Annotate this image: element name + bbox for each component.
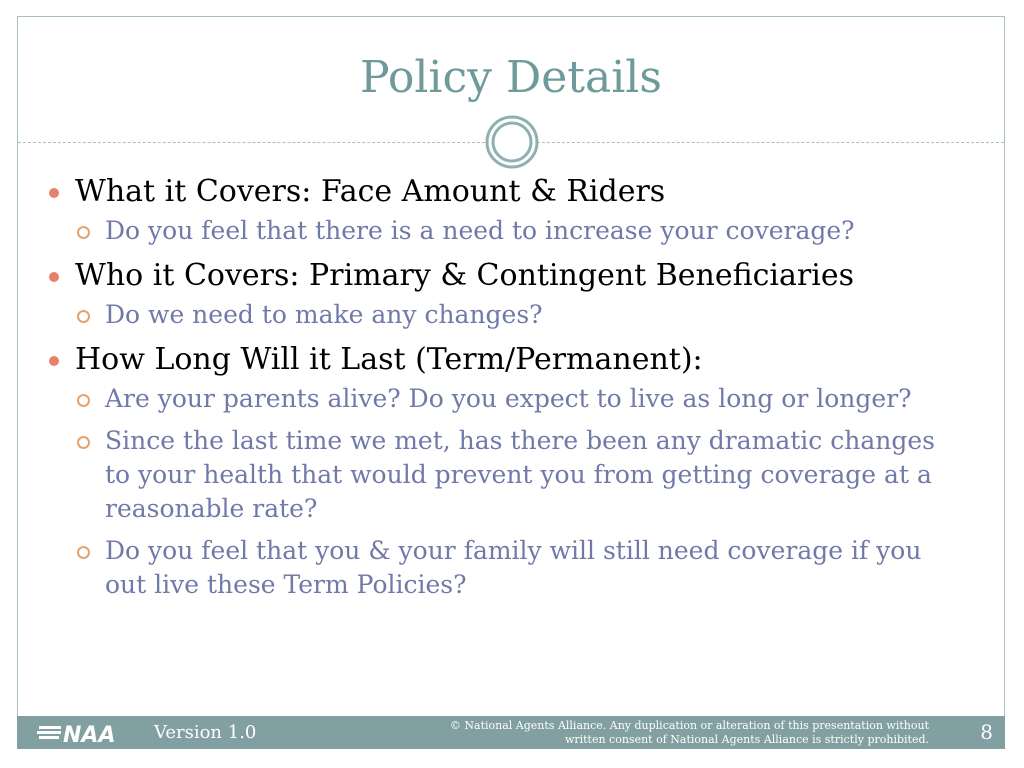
- version-label: Version 1.0: [154, 722, 257, 743]
- bullet-item: [45, 256, 965, 296]
- bullet-item: [45, 172, 965, 212]
- sub-bullet-text: Do you feel that there is a need to increase your coverage?: [105, 216, 855, 245]
- hollow-bullet-icon: [77, 394, 90, 407]
- page-number: 8: [980, 720, 993, 744]
- filled-bullet-icon: [49, 356, 59, 366]
- copyright-line-2: written consent of National Agents Alliance is strictly prohibited.: [564, 733, 929, 746]
- copyright-line-1: © National Agents Alliance. Any duplication or alteration of this presentation without: [449, 719, 929, 732]
- slide-content: [45, 172, 965, 610]
- sub-bullet-item: [75, 382, 965, 416]
- filled-bullet-icon: [49, 272, 59, 282]
- sub-bullet-item: [75, 298, 965, 332]
- copyright-notice: [409, 719, 929, 747]
- sub-bullet-text: Are your parents alive? Do you expect to live as long or longer?: [105, 384, 912, 413]
- hollow-bullet-icon: [77, 226, 90, 239]
- filled-bullet-icon: [49, 188, 59, 198]
- title-ornament-icon: [485, 115, 539, 169]
- bullet-text: How Long Will it Last (Term/Permanent):: [75, 342, 703, 377]
- bullet-text: What it Covers: Face Amount & Riders: [75, 174, 666, 209]
- sub-bullet-item: [75, 214, 965, 248]
- bullet-item: [45, 340, 965, 380]
- slide-footer: [17, 716, 1005, 749]
- hollow-bullet-icon: [77, 546, 90, 559]
- naa-logo-icon: [37, 720, 137, 746]
- sub-bullet-text: Since the last time we met, has there been any dramatic changes to your health that would prevent you from getting coverage at a reasonable rate?: [105, 426, 935, 523]
- sub-bullet-text: Do you feel that you & your family will still need coverage if you out live these Term Policies?: [105, 536, 922, 599]
- slide-title: Policy Details: [360, 52, 662, 103]
- sub-bullet-text: Do we need to make any changes?: [105, 300, 543, 329]
- hollow-bullet-icon: [77, 436, 90, 449]
- sub-bullet-item: [75, 424, 965, 526]
- hollow-bullet-icon: [77, 310, 90, 323]
- svg-text:NAA: NAA: [63, 723, 116, 746]
- bullet-text: Who it Covers: Primary & Contingent Beneficiaries: [75, 258, 854, 293]
- sub-bullet-item: [75, 534, 965, 602]
